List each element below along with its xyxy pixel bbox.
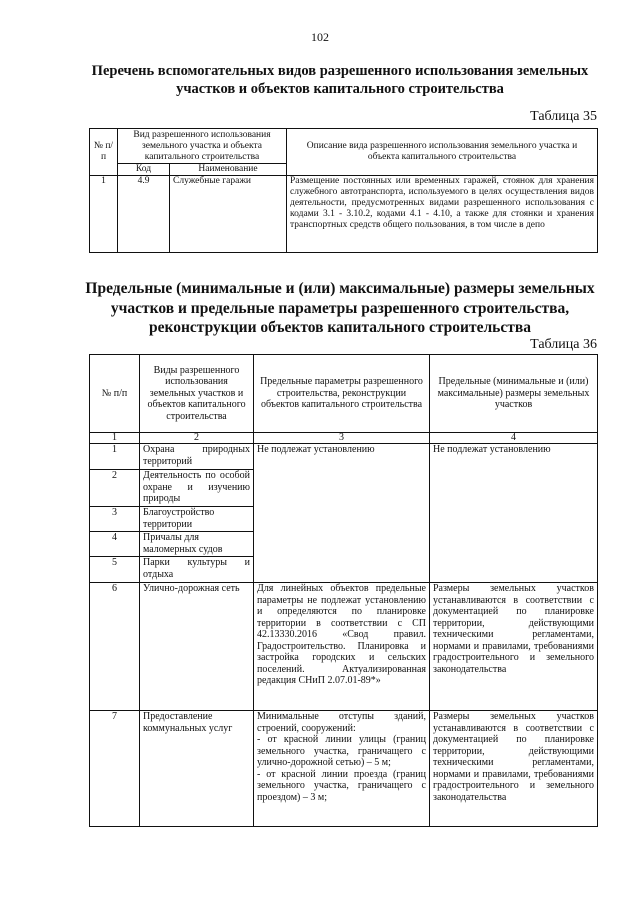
row-num: 4	[90, 532, 140, 557]
row-type: Улично-дорожная сеть	[140, 583, 254, 711]
cell-params-na: Не подлежат установлению	[254, 444, 430, 583]
row-type: Парки культуры и отдыха	[140, 557, 254, 583]
row-num: 3	[90, 507, 140, 532]
row6-sizes: Размеры земельных участков устанавливаются в соответствии с документацией по планировке территории, действующими техническими регламентами, нормами и правилами, требованиями градостроительного и земельного законодательства	[430, 583, 598, 711]
index-cell: 3	[254, 433, 430, 444]
t35-cell-num: 1	[90, 176, 118, 253]
t35-header-num: № п/п	[90, 129, 118, 176]
row7-params-line: - от красной линии улицы (границ земельного участка, граничащего с улично-дорожной сетью) – 5 м;	[257, 734, 426, 768]
section2-title: Предельные (минимальные и (или) максимальные) размеры земельных участков и предельные параметры разрешенного строительства, реконструкции объектов капитального строительства	[85, 280, 595, 336]
row6-params: Для линейных объектов предельные параметры не подлежат установлению и определяются по планировке территории в соответствии с СП 42.13330.2016 «Свод правил. Градостроительство. Планировка и застройка городских и сельских поселений. Актуализированная редакция СНиП 2.07.01-89*»	[254, 583, 430, 711]
row-type: Охрана природных территорий	[140, 444, 254, 470]
t35-cell-name: Служебные гаражи	[170, 176, 287, 253]
row-num: 1	[90, 444, 140, 470]
index-row	[90, 433, 598, 444]
row7-params-line: - от красной линии проезда (границ земельного участка, граничащего с проездом) – 3 м;	[257, 768, 426, 803]
table-35	[89, 128, 598, 253]
row-type: Предоставление коммунальных услуг	[140, 711, 254, 827]
t35-cell-desc: Размещение постоянных или временных гаражей, стоянок для хранения служебного автотранспорта, используемого в целях осуществления видов деятельности, предусмотренных видами разрешенного использования с кодами 3.1 - 3.10.2, кодами 4.1 - 4.10, а также для стоянки и хранения транспортных средств общего пользования, в том числе в депо	[287, 176, 598, 253]
index-cell: 2	[140, 433, 254, 444]
row-num: 2	[90, 470, 140, 507]
index-cell: 1	[90, 433, 140, 444]
table35-label: Таблица 35	[530, 109, 597, 124]
table-36	[89, 354, 598, 827]
t35-header-code: Код	[118, 164, 170, 176]
table-row	[90, 711, 598, 827]
section1-title: Перечень вспомогательных видов разрешенного использования земельных участков и объектов капитального строительства	[91, 63, 589, 97]
t35-header-group: Вид разрешенного использования земельного участка и объекта капитального строительства	[118, 129, 287, 164]
row-num: 5	[90, 557, 140, 583]
row7-params-line: Минимальные отступы зданий, строений, сооружений:	[257, 711, 426, 734]
row-type: Деятельность по особой охране и изучению природы	[140, 470, 254, 507]
page-number: 102	[311, 30, 329, 44]
t36-header-params: Предельные параметры разрешенного строительства, реконструкции объектов капитального строительства	[254, 355, 430, 433]
row7-sizes: Размеры земельных участков устанавливаются в соответствии с документацией по планировке территории, действующими техническими регламентами, нормами и правилами, требованиями градостроительного и земельного законодательства	[430, 711, 598, 827]
t36-header-num: № п/п	[90, 355, 140, 433]
row-type: Благоустройство территории	[140, 507, 254, 532]
table-row	[90, 444, 598, 470]
cell-sizes-na: Не подлежат установлению	[430, 444, 598, 583]
t35-cell-code: 4.9	[118, 176, 170, 253]
table-row	[90, 176, 598, 253]
table36-label: Таблица 36	[530, 337, 597, 352]
row-num: 6	[90, 583, 140, 711]
t35-header-desc: Описание вида разрешенного использования земельного участка и объекта капитального строительства	[287, 129, 598, 176]
table-row	[90, 583, 598, 711]
row-type: Причалы для маломерных судов	[140, 532, 254, 557]
t36-header-sizes: Предельные (минимальные и (или) максимальные) размеры земельных участков	[430, 355, 598, 433]
t35-header-name: Наименование	[170, 164, 287, 176]
t36-header-type: Виды разрешенного использования земельных участков и объектов капитального строительства	[140, 355, 254, 433]
row-num: 7	[90, 711, 140, 827]
row7-params	[254, 711, 430, 827]
index-cell: 4	[430, 433, 598, 444]
